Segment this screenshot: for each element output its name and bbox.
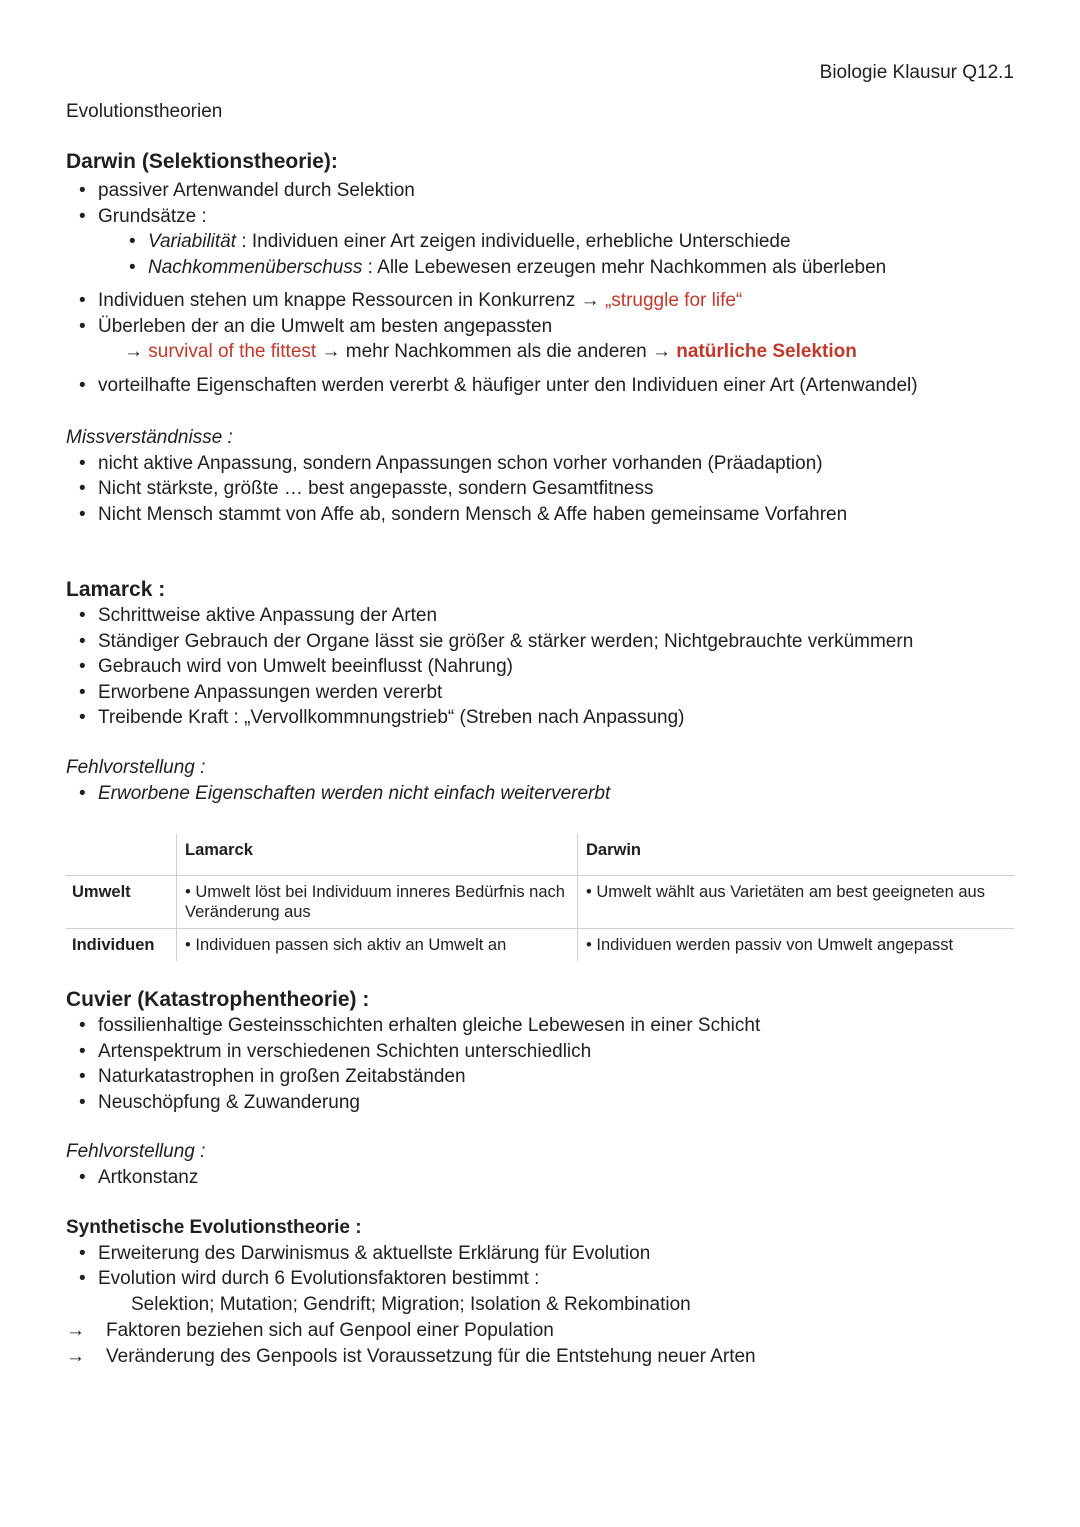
cuvier-heading: Cuvier (Katastrophentheorie) : <box>66 988 370 1011</box>
table-header-row <box>66 834 1014 876</box>
text: → mehr Nachkommen als die anderen → <box>316 341 677 362</box>
term: Variabilität <box>148 231 237 252</box>
list-item: • Naturkatastrophen in großen Zeitabständen <box>66 1064 1026 1090</box>
text: Individuen stehen um knappe Ressourcen in Konkurrenz → <box>98 290 605 311</box>
fehlvorstellung-list <box>66 781 1026 807</box>
list-item: • Gebrauch wird von Umwelt beeinflusst (Nahrung) <box>66 654 1026 680</box>
text: Erworbene Eigenschaften werden nicht einfach weitervererbt <box>98 782 611 804</box>
lamarck-heading: Lamarck : <box>66 578 166 601</box>
list-item-variabilitaet <box>66 229 1026 255</box>
term: Nachkommenüberschuss <box>148 256 363 278</box>
list-item: • Nicht stärkste, größte … best angepasste, sondern Gesamtfitness <box>66 476 1026 502</box>
cell-lamarck: • Individuen passen sich aktiv an Umwelt an <box>177 929 578 962</box>
list-item: • Nicht Mensch stammt von Affe ab, sondern Mensch & Affe haben gemeinsame Vorfahren <box>66 502 1026 528</box>
selection-chain <box>66 339 1026 365</box>
table-row <box>66 929 1014 962</box>
cell-darwin: • Umwelt wählt aus Varietäten am best geeigneten aus <box>578 876 1015 929</box>
synthetische-list <box>66 1241 1026 1292</box>
document-content <box>66 146 1026 1370</box>
list-item: • Überleben der an die Umwelt am besten angepassten <box>66 314 1026 340</box>
list-item-konkurrenz <box>66 288 1026 314</box>
row-label: Individuen <box>66 929 177 962</box>
arrow-right-icon: → <box>66 1345 85 1367</box>
list-item: • Neuschöpfung & Zuwanderung <box>66 1090 1026 1116</box>
table-corner <box>66 834 177 876</box>
arrow-line <box>66 1344 1026 1370</box>
list-item: • Evolution wird durch 6 Evolutionsfaktoren bestimmt : <box>66 1266 1026 1292</box>
text: Faktoren beziehen sich auf Genpool einer Population <box>106 1319 554 1341</box>
cell-lamarck: • Umwelt löst bei Individuum inneres Bedürfnis nach Veränderung aus <box>177 876 578 929</box>
highlight-selection: natürliche Selektion <box>676 341 857 362</box>
arrow: → <box>124 341 149 362</box>
list-item: • Schrittweise aktive Anpassung der Arten <box>66 603 1026 629</box>
list-item: • passiver Artenwandel durch Selektion <box>66 178 1026 204</box>
definition: : Alle Lebewesen erzeugen mehr Nachkommen als überleben <box>362 256 887 278</box>
fehlvorstellung-list-2 <box>66 1165 1026 1191</box>
synthetische-heading: Synthetische Evolutionstheorie : <box>66 1216 362 1238</box>
list-item: • Erworbene Anpassungen werden vererbt <box>66 680 1026 706</box>
darwin-list-2 <box>66 288 1026 339</box>
list-item: • Grundsätze : <box>66 204 1026 230</box>
list-item: • Treibende Kraft : „Vervollkommnungstrieb“ (Streben nach Anpassung) <box>66 705 1026 731</box>
list-item: • fossilienhaltige Gesteinsschichten erhalten gleiche Lebewesen in einer Schicht <box>66 1013 1026 1039</box>
list-item: • Erweiterung des Darwinismus & aktuellste Erklärung für Evolution <box>66 1241 1026 1267</box>
column-header-darwin: Darwin <box>578 834 1015 876</box>
list-item: • Artenspektrum in verschiedenen Schichten unterschiedlich <box>66 1039 1026 1065</box>
table-row <box>66 876 1014 929</box>
highlight-survival: survival of the fittest <box>148 341 317 362</box>
document-title: Evolutionstheorien <box>66 101 223 122</box>
course-header: Biologie Klausur Q12.1 <box>819 62 1014 83</box>
list-item: • vorteilhafte Eigenschaften werden vererbt & häufiger unter den Individuen einer Art (Artenwandel) <box>66 373 1026 399</box>
darwin-list <box>66 178 1026 280</box>
list-item: • Ständiger Gebrauch der Organe lässt sie größer & stärker werden; Nichtgebrauchte verkümmern <box>66 629 1026 655</box>
fehlvorstellung-heading-2: Fehlvorstellung : <box>66 1141 206 1162</box>
darwin-list-3 <box>66 373 1026 399</box>
list-item: • nicht aktive Anpassung, sondern Anpassungen schon vorher vorhanden (Präadaption) <box>66 451 1026 477</box>
text: Veränderung des Genpools ist Voraussetzung für die Entstehung neuer Arten <box>106 1345 756 1367</box>
highlight-struggle: „struggle for life“ <box>604 290 743 311</box>
darwin-heading: Darwin (Selektionstheorie): <box>66 150 338 173</box>
row-label: Umwelt <box>66 876 177 929</box>
definition: : Individuen einer Art zeigen individuelle, erhebliche Unterschiede <box>236 231 791 252</box>
arrow-right-icon: → <box>66 1319 85 1341</box>
list-item <box>66 781 1026 807</box>
cuvier-list <box>66 1013 1026 1115</box>
arrow-line <box>66 1318 1026 1344</box>
evolutionsfaktoren: Selektion; Mutation; Gendrift; Migration; Isolation & Rekombination <box>131 1293 691 1315</box>
column-header-lamarck: Lamarck <box>177 834 578 876</box>
cell-darwin: • Individuen werden passiv von Umwelt angepasst <box>578 929 1015 962</box>
lamarck-list <box>66 603 1026 731</box>
comparison-table <box>66 834 1014 961</box>
list-item-nachkommen <box>66 255 1026 281</box>
fehlvorstellung-heading: Fehlvorstellung : <box>66 756 206 778</box>
list-item: • Artkonstanz <box>66 1165 1026 1191</box>
missverstaendnisse-heading: Missverständnisse : <box>66 426 233 448</box>
missverstaendnisse-list <box>66 451 1026 528</box>
